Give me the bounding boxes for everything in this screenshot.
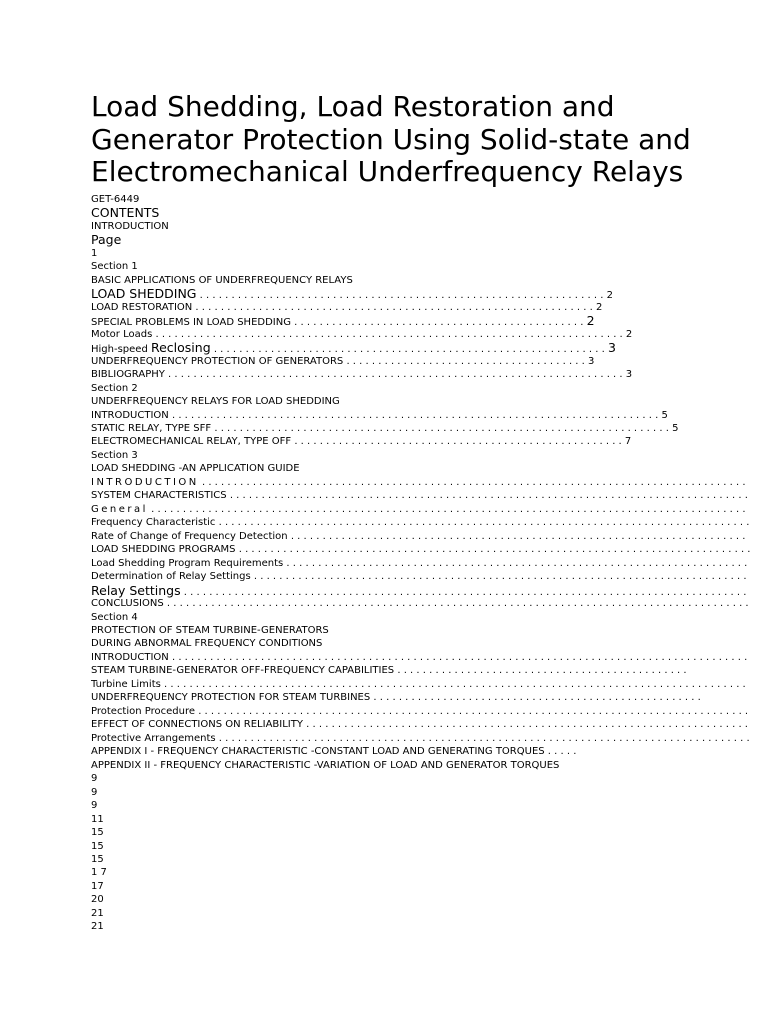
toc-line [91, 301, 731, 314]
toc-entry-label: SYSTEM CHARACTERISTICS [91, 490, 227, 502]
toc-entry-label: UNDERFREQUENCY RELAYS FOR LOAD SHEDDING [91, 396, 340, 408]
toc-dot-leader: . . . . . . . . . . . . . . . . . . . . . . . . . . . . . . . . . . . . . . . . . . . . . . . . . . . . . . . . . . . . . . . . . . . . . . . . . . . . . . . . . . . . . . . [195, 705, 749, 717]
toc-entry-label: PROTECTION OF STEAM TURBINE-GENERATORS [91, 625, 329, 636]
toc-entry-label: INTRODUCTION [91, 476, 199, 488]
toc-entry-label: EFFECT OF CONNECTIONS ON RELIABILITY [91, 719, 303, 731]
toc-entry-label: General [91, 503, 148, 515]
toc-entry-label: Relay Settings [91, 582, 181, 598]
toc-dot-leader: . . . . . . . . . . . . . . . . . . . . . . . . . . . . . . . . . . . . . . . . . . . . . . . . . . . . . . . . . . . . . . . . . . . . . . . . . . . . . . . . . . . . . . . . . . . . [163, 598, 749, 610]
toc-entry-label: INTRODUCTION [91, 651, 169, 663]
toc-entry-label: BIBLIOGRAPHY [91, 369, 165, 381]
toc-dot-leader: . . . . . . . . . . . . . . . . . . . . . . . . . . . . . . . . . . . . . . . . . . . . . . . . . . . . [291, 436, 625, 448]
toc-line [91, 664, 731, 677]
toc-page-number: 3 [588, 355, 595, 367]
toc-page-number: 2 [606, 290, 613, 302]
toc-entry-label: GET-6449 [91, 194, 140, 205]
toc-line [91, 287, 731, 300]
toc-line [91, 462, 731, 475]
toc-dot-leader: . . . . . . . . . . . . . . . . . . . . . . . . . . . . . . . . . . . . . . . . . . . . . . . . . . . . . . . . . . . . . . . . . . . . . . . . . . . . . . . . . . . . . . . . . . . . [160, 678, 746, 690]
toc-line [91, 866, 731, 879]
toc-entry-label: 1 7 [91, 867, 107, 879]
toc-entry-label: Section 1 [91, 261, 138, 273]
toc-line [91, 395, 731, 408]
toc-dot-leader: . . . . . . . . . . . . . . . . . . . . . . . . . . . . . . . . . . . . . . . . . . . . . . . . . . . . [370, 692, 701, 704]
toc-line [91, 476, 746, 489]
toc-line [91, 705, 749, 718]
toc-line [91, 786, 731, 799]
toc-entry-label-emphasis: Reclosing [150, 340, 211, 356]
toc-entry-label: Turbine Limits [91, 678, 161, 690]
toc-page-number: 5 [661, 409, 668, 421]
toc-page-number: 7 [624, 436, 632, 448]
toc-line [91, 435, 731, 448]
toc-line [91, 503, 746, 516]
toc-dot-leader: . . . . . . . . . . . . . . . . . . . . . . . . . . . . . . . . . . . . . . . . . . . . . . . . . . . . . . . . . . . . . . . . . . . . . . . . . [283, 557, 748, 569]
toc-line [91, 611, 731, 624]
toc-entry-label: 17 [91, 880, 104, 892]
toc-entry-label: STATIC RELAY, TYPE SFF [91, 422, 212, 434]
toc-entry-label: 21 [91, 907, 104, 919]
toc-line [91, 813, 731, 826]
toc-dot-leader: . . . . . . . . . . . . . . . . . . . . . . . . . . . . . . . . . . . . . . . . . . . . . . . . . . . . . . . . . . . . . . . . . . . . . . . . . . . . . . . . . . . . . . [198, 476, 746, 488]
toc-entry-label: LOAD SHEDDING [91, 286, 197, 302]
toc-entry-label: STEAM TURBINE-GENERATOR OFF-FREQUENCY CAPABILITIES [91, 665, 395, 677]
toc-entry-label: BASIC APPLICATIONS OF UNDERFREQUENCY RELAYS [91, 274, 353, 286]
toc-entry-label: Motor Loads [91, 328, 153, 340]
toc-entry-label: Frequency Characteristic [91, 517, 216, 529]
toc-entry-label: 20 [91, 894, 104, 906]
toc-dot-leader: . . . . . . . . . . . . . . . . . . . . . . . . . . . . . . . . . . . . . . . . . . . . . . [290, 317, 587, 329]
toc-entry-label: LOAD SHEDDING PROGRAMS [91, 544, 236, 556]
toc-entry-label: ELECTROMECHANICAL RELAY, TYPE OFF [91, 436, 292, 448]
toc-line [91, 341, 731, 354]
toc-line [91, 206, 731, 219]
toc-entry-label: CONTENTS [91, 205, 160, 221]
toc-entry-label: Section 2 [91, 382, 138, 394]
toc-dot-leader: . . . . . . . . . . . . . . . . . . . . . . . . . . . . . . . . . . . . . . . . . . . . . . . . . . . . . . . . . . . . . . . . . . . . . . . . . . . . . [168, 409, 662, 421]
toc-line [91, 799, 731, 812]
toc-entry-label: Page [91, 232, 122, 248]
toc-line [91, 530, 746, 543]
toc-dot-leader: . . . . . . . . . . . . . . . . . . . . . . . . . . . . . . . . . . . . . . . . . . . . . . . . . . . . . . . . . . . . . . . . . . . . . . . . . . . . . . . . . . . . . . . . . . . . . . [147, 503, 746, 515]
toc-line [91, 328, 731, 341]
toc-entry-label: APPENDIX II - FREQUENCY CHARACTERISTIC -VARIATION OF LOAD AND GENERATOR TORQUES [91, 759, 560, 771]
toc-page-number: 2 [595, 301, 603, 313]
toc-line [91, 920, 731, 933]
toc-line [91, 368, 731, 381]
toc-dot-leader: . . . . . . . . . . . . . . . . . . . . . . . . . . . . . . . . . . . . . . . . . . . . . . . . . . . . . . . . . . . . . . . . . . . . . . . . . . . . . . [250, 571, 747, 583]
toc-dot-leader: . . . . . . . . . . . . . . . . . . . . . . . . . . . . . . . . . . . . . . . . . . . . . . . . . . . . . . . . . . . . . . . . . . . . . . . . . . . . . . . . . . . . [215, 732, 750, 744]
toc-entry-label: High-speed [91, 344, 151, 356]
toc-line [91, 759, 731, 772]
toc-line [91, 220, 731, 233]
toc-dot-leader: . . . . . . . . . . . . . . . . . . . . . . . . . . . . . . . . . . . . . . . . . . . . . . . . . . . . . . . . . . . . . . . . . . . . . . . . [211, 422, 673, 434]
toc-line [91, 772, 731, 785]
toc-line [91, 449, 731, 462]
toc-dot-leader: . . . . . . . . . . . . . . . . . . . . . . . . . . . . . . . . . . . . . . . . . . . . . . . . . . . . . . . . . . . . . . . . . . . . . . . . . . . . . . . . . [235, 544, 751, 556]
toc-line [91, 907, 731, 920]
toc-line [91, 718, 748, 731]
toc-line [91, 193, 731, 206]
document-title: Load Shedding, Load Restoration and Generator Protection Using Solid-state and Electromechanical Underfrequency Relays [91, 90, 691, 188]
toc-page-number: 2 [586, 313, 595, 329]
toc-dot-leader: . . . . . . . . . . . . . . . . . . . . . . . . . . . . . . . . . . . . . . . . . . . . . . [394, 665, 687, 677]
toc-entry-label: LOAD SHEDDING -AN APPLICATION GUIDE [91, 463, 300, 475]
table-of-contents [91, 193, 751, 934]
toc-dot-leader: . . . . . . . . . . . . . . . . . . . . . . . . . . . . . . . . . . . . . . . . . . . . . . . . . . . . . . . . . . . . . . . . . . . . . . . . . . . . . . . . . . . . . . . . . . . [168, 651, 748, 663]
toc-line [91, 247, 731, 260]
toc-line [91, 260, 731, 273]
toc-line [91, 853, 731, 866]
toc-entry-label: 1 [91, 247, 98, 259]
toc-line [91, 893, 731, 906]
toc-line [91, 582, 747, 598]
toc-entry-label: INTRODUCTION [91, 220, 169, 232]
toc-dot-leader: . . . . . . . . . . . . . . . . . . . . . . . . . . . . . . . . . . . . . . . . . . . . . . . . . . . . . . . . . . . . . . . [192, 301, 596, 313]
toc-dot-leader: . . . . . . . . . . . . . . . . . . . . . . . . . . . . . . . . . . . . . . . . . . . . . . . . . . . . . . . . . . . . . . . . . . . . . . . . . . . . . . . . . . [226, 490, 748, 502]
toc-line [91, 409, 731, 422]
toc-dot-leader: . . . . . [544, 746, 577, 758]
toc-page-number: 3 [625, 369, 633, 381]
toc-dot-leader: . . . . . . . . . . . . . . . . . . . . . . . . . . . . . . . . . . . . . . . . . . . . . . . . . . . . . . . . . . . . . . . . . . . . . . . . [287, 530, 746, 542]
toc-line [91, 597, 749, 610]
toc-entry-label: Section 3 [91, 449, 138, 461]
toc-line [91, 826, 731, 839]
toc-line [91, 355, 731, 368]
toc-dot-leader: . . . . . . . . . . . . . . . . . . . . . . . . . . . . . . . . . . . . . . [343, 355, 589, 367]
toc-page-number: 3 [607, 340, 616, 356]
toc-entry-label: 9 [91, 786, 98, 798]
toc-dot-leader: . . . . . . . . . . . . . . . . . . . . . . . . . . . . . . . . . . . . . . . . . . . . . . . . . . . . . . . . . . . . . . . . . . . . . . . . . . [152, 328, 626, 340]
toc-entry-label: 15 [91, 840, 104, 852]
toc-line [91, 274, 731, 287]
toc-line [91, 880, 731, 893]
toc-entry-label: UNDERFREQUENCY PROTECTION OF GENERATORS [91, 355, 344, 367]
toc-entry-label: CONCLUSIONS [91, 598, 164, 610]
toc-dot-leader: . . . . . . . . . . . . . . . . . . . . . . . . . . . . . . . . . . . . . . . . . . . . . . . . . . . . . . . . . . . . . . . . [196, 290, 607, 302]
toc-line [91, 745, 731, 758]
toc-line [91, 570, 747, 583]
toc-entry-label: APPENDIX I - FREQUENCY CHARACTERISTIC -CONSTANT LOAD AND GENERATING TORQUES [91, 746, 545, 758]
toc-entry-label: Load Shedding Program Requirements [91, 557, 284, 569]
toc-line [91, 543, 751, 556]
toc-entry-label: 15 [91, 827, 104, 839]
toc-line [91, 651, 748, 664]
toc-entry-label: Section 4 [91, 611, 138, 623]
toc-entry-label: UNDERFREQUENCY PROTECTION FOR STEAM TURBINES [91, 692, 371, 704]
toc-dot-leader: . . . . . . . . . . . . . . . . . . . . . . . . . . . . . . . . . . . . . . . . . . . . . . . . . . . . . . . . . . . . . . . . . . . . . . . . [164, 369, 626, 381]
toc-line [91, 516, 750, 529]
toc-dot-leader: . . . . . . . . . . . . . . . . . . . . . . . . . . . . . . . . . . . . . . . . . . . . . . . . . . . . . . . . . . . . . . . . . . . . . . . . . . . . . . . . . . . . [215, 517, 750, 529]
toc-line [91, 732, 750, 745]
toc-line [91, 489, 748, 502]
toc-entry-label: 21 [91, 921, 104, 933]
toc-line [91, 382, 731, 395]
toc-line [91, 678, 746, 691]
toc-entry-label: 9 [91, 773, 98, 785]
toc-dot-leader: . . . . . . . . . . . . . . . . . . . . . . . . . . . . . . . . . . . . . . . . . . . . . . . . . . . . . . . . . . . . . . . . . . . . . . . . . . . . . . . . . . . . . . . . . [180, 586, 747, 598]
toc-entry-label: LOAD RESTORATION [91, 301, 193, 313]
toc-entry-label: Protective Arrangements [91, 732, 216, 744]
toc-line [91, 691, 731, 704]
toc-entry-label: 15 [91, 853, 104, 865]
toc-entry-label: 9 [91, 800, 98, 812]
toc-entry-label: Determination of Relay Settings [91, 571, 251, 583]
toc-page-number: 5 [672, 422, 679, 434]
toc-page-number: 2 [625, 328, 633, 340]
toc-entry-label: Rate of Change of Frequency Detection [91, 530, 288, 542]
toc-line [91, 557, 748, 570]
toc-entry-label: Protection Procedure [91, 705, 196, 717]
toc-line [91, 624, 731, 637]
toc-dot-leader: . . . . . . . . . . . . . . . . . . . . . . . . . . . . . . . . . . . . . . . . . . . . . . . . . . . . . . . . . . . . . . [210, 344, 608, 356]
toc-entry-label: DURING ABNORMAL FREQUENCY CONDITIONS [91, 638, 323, 650]
toc-line [91, 840, 731, 853]
toc-entry-label: INTRODUCTION [91, 409, 169, 421]
toc-line [91, 233, 731, 246]
toc-dot-leader: . . . . . . . . . . . . . . . . . . . . . . . . . . . . . . . . . . . . . . . . . . . . . . . . . . . . . . . . . . . . . . . . . . . . . . [302, 719, 748, 731]
toc-entry-label: 11 [91, 813, 104, 825]
toc-line [91, 637, 731, 650]
toc-line [91, 314, 731, 327]
toc-line [91, 422, 731, 435]
toc-entry-label: SPECIAL PROBLEMS IN LOAD SHEDDING [91, 317, 291, 329]
